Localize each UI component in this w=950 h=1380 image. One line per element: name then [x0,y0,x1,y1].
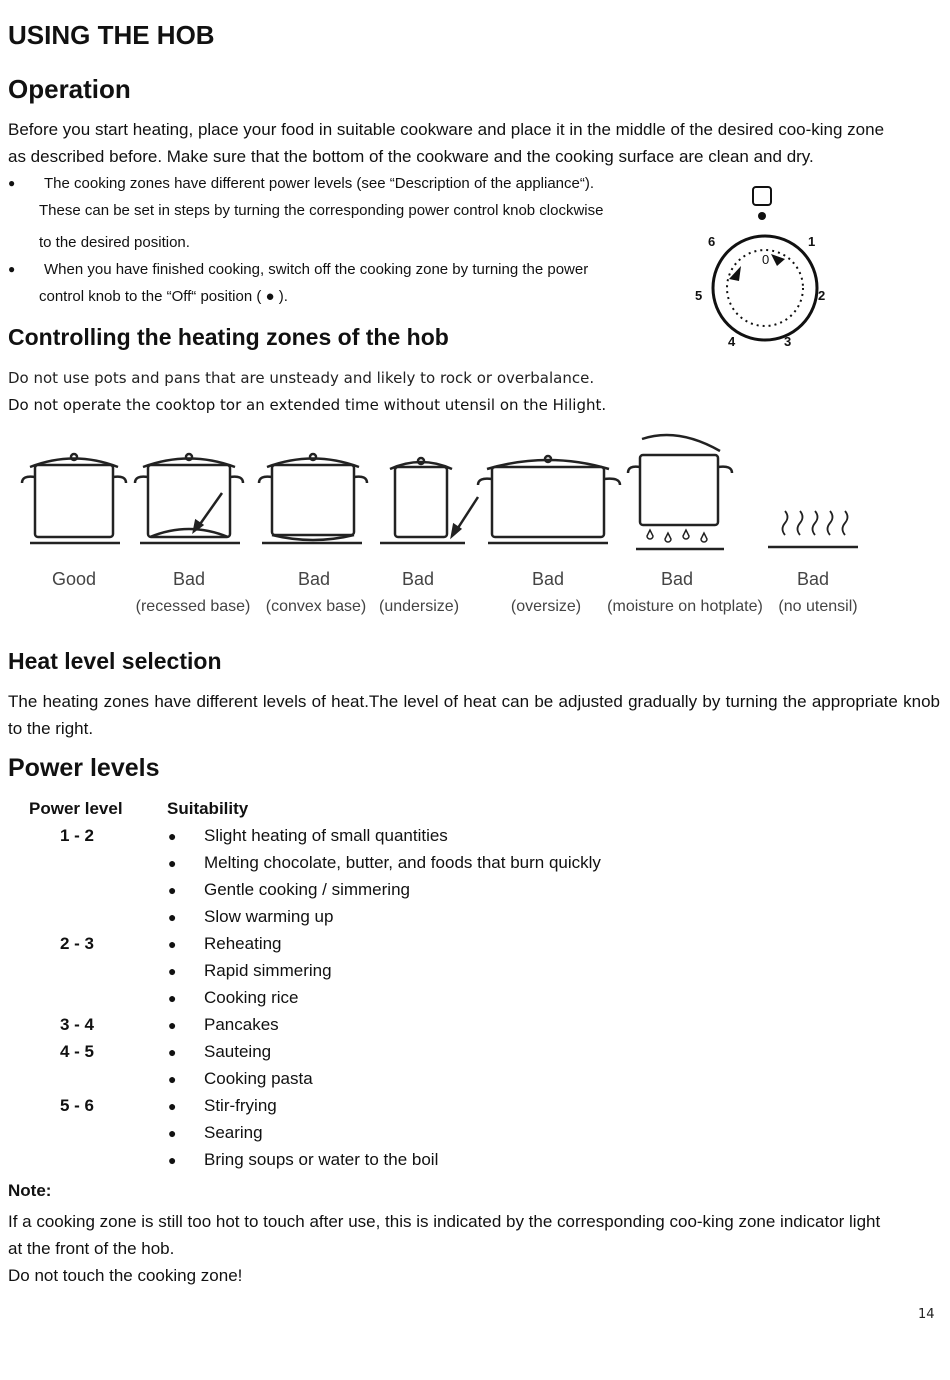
bullet-dot: ● [168,855,177,871]
pot-undersize-icon [380,458,478,543]
note-line1: If a cooking zone is still too hot to touch after use, this is indicated by the corresponding coo-king zone indicator light [8,1212,881,1231]
operation-intro-line1: Before you start heating, place your food in suitable cookware and place it in the middle of the desired coo-king zone [8,120,885,139]
suitability-item: Melting chocolate, butter, and foods that burn quickly [204,853,601,872]
knob-label-6: 6 [708,234,716,249]
knob-arrow-left-icon [729,266,741,281]
suitability-item: Searing [204,1123,263,1142]
pot-label: Bad [172,569,206,589]
suitability-item: Stir-frying [204,1096,277,1115]
power-level-value: 3 - 4 [60,1015,95,1034]
no-utensil-heat-icon [768,511,858,547]
knob-label-5: 5 [695,288,703,303]
pot-sublabel: (convex base) [265,598,367,615]
note-line3: Do not touch the cooking zone! [8,1266,243,1285]
power-heading: Power levels [8,754,160,782]
bullet-dot: ● [168,1125,177,1141]
off-position-dot [758,212,766,220]
operation-intro-line2: as described before. Make sure that the bottom of the cookware and the cooking surface are clean and dry. [8,147,814,166]
bullet-dot: ● [168,936,177,952]
power-level-value: 5 - 6 [60,1096,95,1115]
knob-label-3: 3 [784,334,792,349]
suitability-item: Slow warming up [204,907,334,926]
operation-bullet2-line2: control knob to the “Off“ position ( ● ). [39,288,288,305]
knob-label-2: 2 [818,288,826,303]
suitability-item: Rapid simmering [204,961,332,980]
power-level-value: 2 - 3 [60,934,95,953]
note-line2: at the front of the hob. [8,1239,175,1258]
pot-label: Bad [531,569,565,589]
pot-label: Bad [401,569,435,589]
operation-heading: Operation [8,74,131,104]
knob-label-1: 1 [808,234,816,249]
knob-off-label: 0 [762,252,770,267]
power-col-suitability: Suitability [167,799,249,818]
controlling-line2: Do not operate the cooktop tor an extended time without utensil on the Hilight. [8,396,607,414]
knob-label-4: 4 [728,334,736,349]
pot-sublabel: (moisture on hotplate) [607,598,763,615]
suitability-item: Reheating [204,934,282,953]
bullet-dot: ● [168,990,177,1006]
power-col-level: Power level [29,799,123,818]
bullet-dot: ● [168,1044,177,1060]
suitability-item: Cooking pasta [204,1069,313,1088]
pot-moisture-icon [628,435,732,549]
operation-bullet1-line3: to the desired position. [39,234,190,251]
note-heading: Note: [8,1181,52,1200]
heat-text: The heating zones have different levels of heat.The level of heat can be adjusted gradually by turning the appropriate knob to the right. [8,692,940,738]
bullet-dot: ● [168,1098,177,1114]
pot-sublabel: (recessed base) [135,598,251,615]
bullet-dot: ● [168,963,177,979]
bullet-dot: ● [168,1071,177,1087]
bullet-dot: ● [8,176,16,190]
pot-good-icon [22,454,126,543]
page-title: USING THE HOB [8,20,215,50]
bullet-dot: ● [168,1152,177,1168]
heat-heading: Heat level selection [8,648,222,674]
pot-label: Bad [297,569,331,589]
operation-bullet1-line2: These can be set in steps by turning the corresponding power control knob clockwise [39,202,604,219]
suitability-item: Gentle cooking / simmering [204,880,410,899]
operation-bullet2-line1: When you have finished cooking, switch off the cooking zone by turning the power [44,261,589,278]
pot-oversize-icon [478,456,620,543]
bullet-dot: ● [168,828,177,844]
suitability-item: Slight heating of small quantities [204,826,448,845]
controlling-line1: Do not use pots and pans that are unsteady and likely to rock or overbalance. [8,369,595,387]
pot-convex-base-icon [259,454,367,543]
pot-label: Bad [796,569,830,589]
bullet-dot: ● [168,882,177,898]
control-knob-diagram [690,182,840,352]
power-level-value: 4 - 5 [60,1042,95,1061]
bullet-dot: ● [168,909,177,925]
pot-sublabel: (no utensil) [778,598,858,615]
controlling-heading: Controlling the heating zones of the hob [8,324,449,350]
suitability-item: Pancakes [204,1015,279,1034]
pot-sublabel: (undersize) [378,598,460,615]
power-level-value: 1 - 2 [60,826,95,845]
bullet-dot: ● [168,1017,177,1033]
suitability-item: Sauteing [204,1042,272,1061]
pot-label: Good [51,569,97,589]
knob-arrow-right-icon [771,254,785,266]
operation-bullet1-line1: The cooking zones have different power levels (see “Description of the appliance“). [44,175,595,192]
page-number: 14 [918,1307,935,1322]
bullet-dot: ● [8,262,16,276]
power-indicator-icon [753,187,771,205]
pot-recessed-base-icon [135,454,243,543]
cookware-illustration [0,425,950,560]
pot-sublabel: (oversize) [510,598,582,615]
pot-label: Bad [660,569,694,589]
suitability-item: Bring soups or water to the boil [204,1150,439,1169]
suitability-item: Cooking rice [204,988,299,1007]
